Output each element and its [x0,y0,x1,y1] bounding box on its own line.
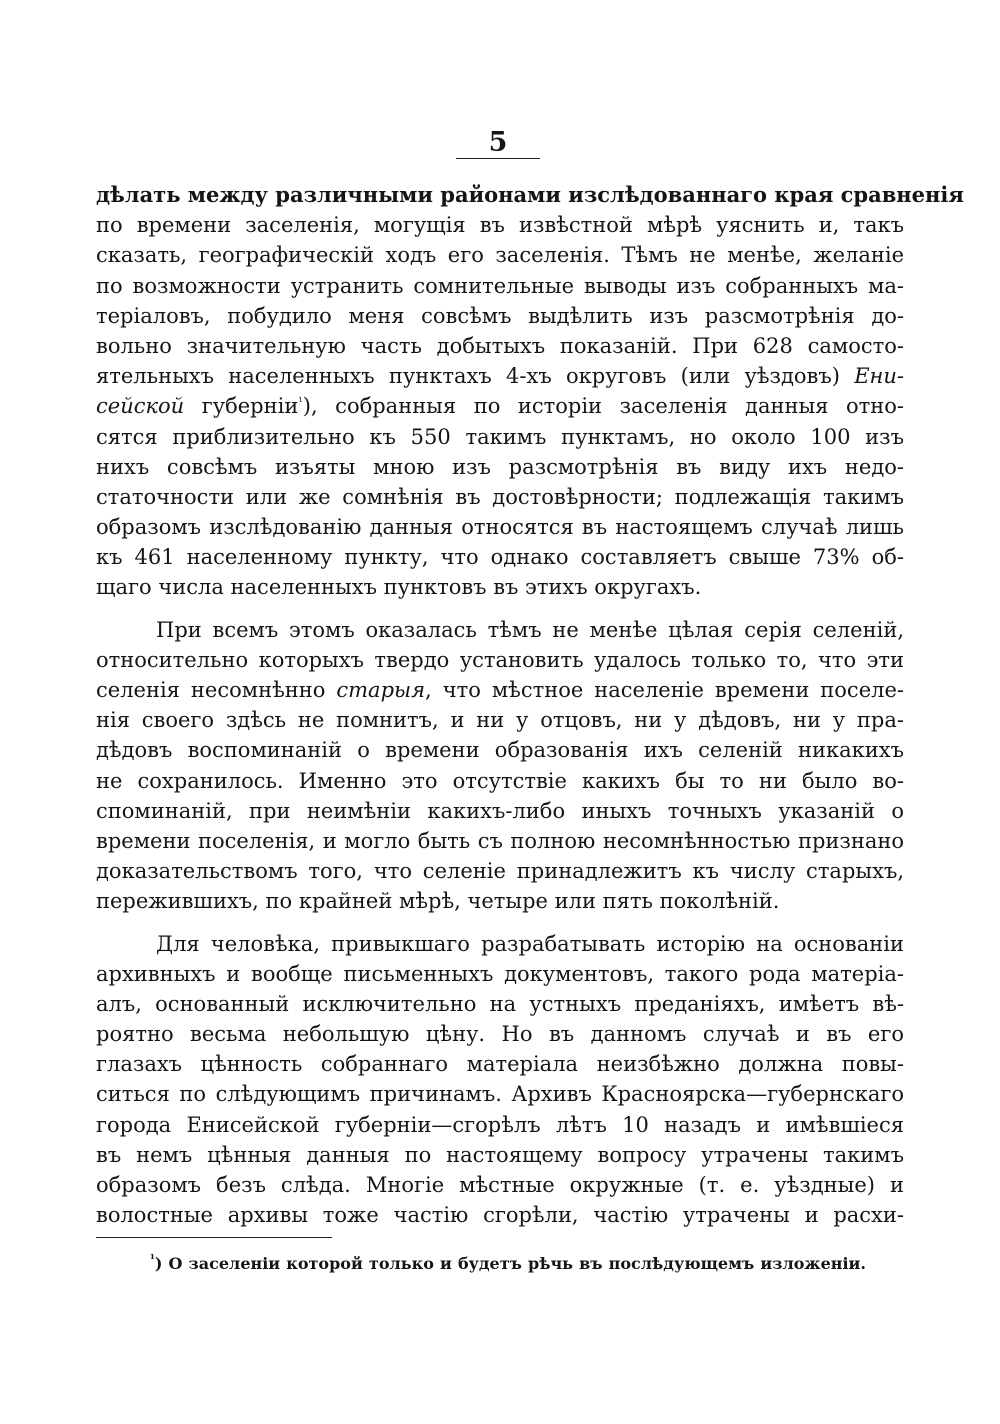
text-segment: губерніи [201,394,299,419]
text-line [96,675,904,705]
text-line: сказать, географическій ходъ его заселенія. Тѣмъ не менѣе, желаніе [96,243,904,268]
text-line: нихъ совсѣмъ изъяты мною изъ разсмотрѣнія въ виду ихъ недо- [96,454,904,479]
text-line: по возможности устранить сомнительные выводы изъ собранныхъ ма- [96,273,904,298]
text-segment: об- [859,545,904,570]
text-line: города Енисейской губерніи—сгорѣлъ лѣтъ 10 назадъ и имѣвшіеся [96,1112,904,1137]
text-line: Для человѣка, привыкшаго разрабатывать исторію на основаніи [156,931,904,956]
text-line [96,361,904,391]
percent-sign: % [839,545,860,570]
text-line: сятся приблизительно къ 550 такимъ пунктамъ, но около 100 изъ [96,424,904,449]
text-line: образомъ безъ слѣда. Многіе мѣстные окружные (т. е. уѣздные) и [96,1173,904,1197]
italic-province-part1: Ени- [854,364,904,389]
body-text [96,180,964,1230]
text-line: теріаловъ, побудило меня совсѣмъ выдѣлить изъ разсмотрѣнія до- [96,303,904,328]
text-segment: , что мѣстное населеніе времени поселе- [425,678,904,702]
text-segment: къ 461 населенному пункту, что однако составляетъ свыше 73 [96,545,840,570]
page-number: 5 [488,127,508,158]
text-line: споминаній, при неимѣніи какихъ-либо иныхъ точныхъ указаній о [96,798,904,823]
text-line: дѣдовъ воспоминаній о времени образованія ихъ селеній никакихъ [96,738,904,763]
page-number-rule [456,158,540,159]
text-line: въ немъ цѣнныя данныя по настоящему вопросу утрачены такимъ [96,1142,904,1167]
text-line: статочности или же сомнѣнія въ достовѣрности; подлежащія такимъ [96,484,904,509]
text-line: алъ, основанный исключительно на устныхъ преданіяхъ, имѣетъ вѣ- [96,991,904,1016]
footnote-text: ) О заселеніи которой только и будетъ рѣчь въ послѣдующемъ изложеніи. [154,1254,866,1273]
text-line: ситься по слѣдующимъ причинамъ. Архивъ Красноярска—губернскаго [96,1082,904,1107]
italic-word: старыя [336,678,426,702]
paragraph-gap [96,603,904,615]
text-line: глазахъ цѣнность собраннаго матеріала неизбѣжно должна повы- [96,1052,904,1077]
text-segment: ), собранныя по исторіи заселенія данныя отно- [302,394,904,419]
italic-province-part2: сейской [96,394,185,419]
footnote-marker: ¹ [150,1252,155,1266]
text-segment: селенія несомнѣнно [96,678,326,702]
footnote-marker: ¹ [298,395,303,409]
paragraph-gap [96,917,904,929]
text-line: относительно которыхъ твердо установить удалось только то, что эти [96,647,904,672]
footnote-rule [96,1237,332,1238]
footnote [150,1252,866,1276]
text-line: вольно значительную часть добытыхъ показаній. При 628 самосто- [96,333,904,358]
text-line: доказательствомъ того, что селеніе принадлежитъ къ числу старыхъ, [96,859,904,884]
text-line: образомъ изслѣдованію данныя относятся въ настоящемъ случаѣ лишь [96,515,904,540]
text-line: волостные архивы тоже частію сгорѣли, частію утрачены и расхи- [96,1203,904,1228]
text-line [96,391,904,421]
text-line: роятно весьма небольшую цѣну. Но въ данномъ случаѣ и въ его [96,1022,904,1047]
text-line: времени поселенія, и могло быть съ полною несомнѣнностью признано [96,828,904,853]
text-line: не сохранилось. Именно это отсутствіе какихъ бы то ни было во- [96,768,904,793]
text-line: При всемъ этомъ оказалась тѣмъ не менѣе цѣлая серія селеній, [156,617,904,642]
text-line: дѣлать между различными районами изслѣдованнаго края сравненія [96,182,964,207]
text-line: нія своего здѣсь не помнитъ, и ни у отцовъ, ни у дѣдовъ, ни у пра- [96,708,904,733]
text-line: пережившихъ, по крайней мѣрѣ, четыре или пять поколѣній. [96,889,780,914]
text-line: архивныхъ и вообще письменныхъ документовъ, такого рода матеріа- [96,961,904,986]
text-segment: ятельныхъ населенныхъ пунктахъ 4-хъ округовъ (или уѣздовъ) [96,364,840,389]
text-line [96,542,904,572]
text-line: по времени заселенія, могущія въ извѣстной мѣрѣ уяснить и, такъ [96,213,904,238]
text-line: щаго числа населенныхъ пунктовъ въ этихъ округахъ. [96,575,702,600]
